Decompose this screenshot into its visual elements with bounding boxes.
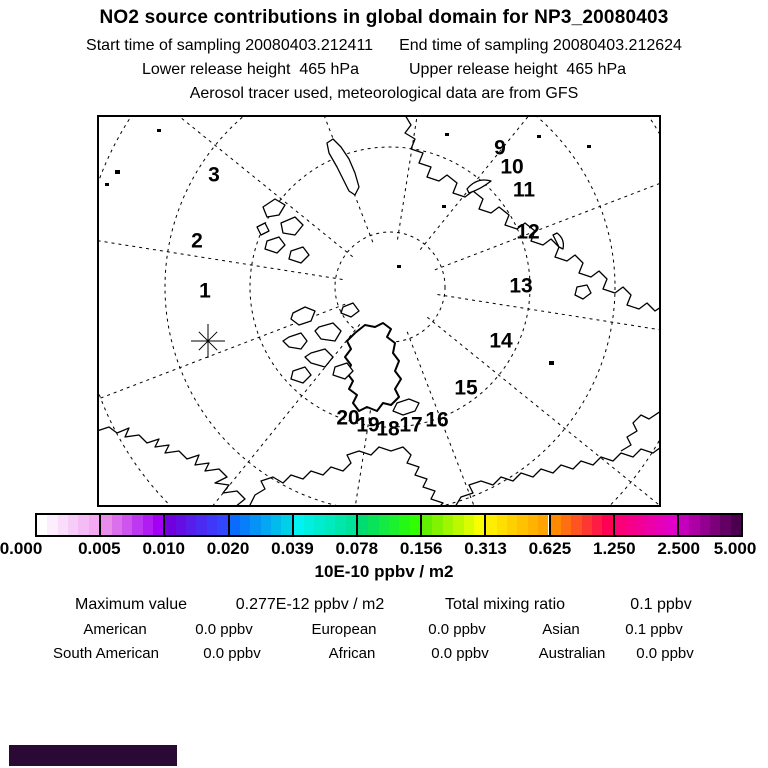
colorbar-cell <box>571 515 581 535</box>
region-value: 0.0 ppbv <box>428 621 486 638</box>
colorbar-cell <box>679 515 689 535</box>
graticule-layer <box>97 115 661 507</box>
total-ratio-label: Total mixing ratio <box>444 596 566 613</box>
colorbar-cell <box>656 515 666 535</box>
start-time-text: Start time of sampling 20080403.212411 <box>86 37 374 54</box>
colorbar-cell <box>422 515 432 535</box>
map-region-label: 3 <box>208 163 220 187</box>
colorbar-cell <box>538 515 548 535</box>
region-name: South American <box>53 645 159 662</box>
colorbar-cell <box>196 515 206 535</box>
colorbar-cell <box>474 515 484 535</box>
colorbar-cell <box>517 515 527 535</box>
colorbar-tick: 0.078 <box>335 539 379 558</box>
meridian-line <box>97 115 353 257</box>
islands <box>257 136 591 415</box>
colorbar-cell <box>304 515 314 535</box>
colorbar-tick: 0.005 <box>78 539 121 558</box>
map-region-label: 1 <box>199 279 211 303</box>
colorbar-cell <box>615 515 625 535</box>
colorbar-tick: 2.500 <box>657 539 700 558</box>
colorbar-cell <box>143 515 153 535</box>
latitude-circle <box>165 115 615 507</box>
map-region-label: 13 <box>509 274 533 298</box>
colorbar-cell <box>314 515 324 535</box>
max-value-label: Maximum value <box>74 596 188 613</box>
region-name: African <box>328 645 376 662</box>
colorbar-segment <box>101 515 165 535</box>
lower-release-text: Lower release height 465 hPa <box>141 61 359 78</box>
colorbar-segment <box>422 515 486 535</box>
sampling-time-line <box>0 37 768 55</box>
map-region-label: 19 <box>356 413 380 437</box>
colorbar-tick: 0.039 <box>271 539 314 558</box>
colorbar-cell <box>186 515 196 535</box>
colorbar-cell <box>240 515 250 535</box>
region-name: Australian <box>538 645 606 662</box>
map-region-label: 15 <box>454 376 478 400</box>
colorbar-cell <box>710 515 720 535</box>
map-region-label: 12 <box>516 220 540 244</box>
map-region-label: 2 <box>191 229 203 253</box>
colorbar-cell <box>464 515 474 535</box>
colorbar-cell <box>281 515 291 535</box>
colorbar-cell <box>399 515 409 535</box>
colorbar-tick: 0.313 <box>464 539 507 558</box>
region-value: 0.0 ppbv <box>203 645 261 662</box>
colorbar-cell <box>368 515 378 535</box>
meridian-line <box>427 317 661 507</box>
map-region-label: 18 <box>376 417 400 441</box>
colorbar-cell <box>112 515 122 535</box>
colorbar-cell <box>335 515 345 535</box>
region-name: European <box>311 621 377 638</box>
region-value: 0.0 ppbv <box>195 621 253 638</box>
polar-map <box>97 115 661 507</box>
colorbar-segment <box>615 515 679 535</box>
colorbar-segment <box>358 515 422 535</box>
region-name: American <box>83 621 147 638</box>
upper-release-text: Upper release height 465 hPa <box>409 61 627 78</box>
colorbar-cell <box>689 515 699 535</box>
colorbar-cell <box>325 515 335 535</box>
colorbar-tick: 0.000 <box>0 539 43 558</box>
bottom-dark-bar <box>9 745 177 766</box>
colorbar-cell <box>379 515 389 535</box>
colorbar-cell <box>528 515 538 535</box>
colorbar-cell <box>389 515 399 535</box>
colorbar-cell <box>47 515 57 535</box>
colorbar-cell <box>453 515 463 535</box>
colorbar-tick: 0.156 <box>399 539 443 558</box>
total-ratio-value: 0.1 ppbv <box>630 596 692 613</box>
release-marker <box>191 324 225 358</box>
colorbar-cell <box>37 515 47 535</box>
colorbar-cell <box>230 515 240 535</box>
colorbar-cell <box>261 515 271 535</box>
colorbar-cell <box>346 515 356 535</box>
release-height-line <box>0 61 768 79</box>
tracer-note-text: Aerosol tracer used, meteorological data are from GFS <box>189 85 579 102</box>
colorbar-cell <box>89 515 99 535</box>
region-name: Asian <box>542 621 580 638</box>
colorbar-cell <box>101 515 111 535</box>
colorbar-cell <box>207 515 217 535</box>
colorbar-cell <box>122 515 132 535</box>
colorbar-cell <box>153 515 163 535</box>
colorbar-cell <box>666 515 676 535</box>
region-value: 0.0 ppbv <box>431 645 489 662</box>
colorbar-cell <box>58 515 68 535</box>
colorbar-cell <box>635 515 645 535</box>
colorbar-segment <box>165 515 229 535</box>
colorbar-cell <box>443 515 453 535</box>
colorbar <box>35 513 743 537</box>
page-title: NO2 source contributions in global domain for NP3_20080403 <box>99 7 669 28</box>
map-region-label: 17 <box>399 413 423 437</box>
colorbar-cell <box>582 515 592 535</box>
map-region-label: 20 <box>336 406 360 430</box>
map-region-label: 11 <box>512 178 536 202</box>
colorbar-tick: 1.250 <box>592 539 636 558</box>
colorbar-segment <box>294 515 358 535</box>
colorbar-tick: 0.010 <box>142 539 185 558</box>
colorbar-tick: 0.020 <box>206 539 250 558</box>
meridian-line <box>97 304 345 473</box>
map-region-label: 10 <box>500 155 524 179</box>
colorbar-cell <box>551 515 561 535</box>
colorbar-segment <box>37 515 101 535</box>
meridian-line <box>97 206 343 280</box>
map-region-label: 14 <box>489 329 513 353</box>
region-value: 0.1 ppbv <box>625 621 683 638</box>
max-value-text: 0.277E-12 ppbv / m2 <box>235 596 385 613</box>
colorbar-cell <box>561 515 571 535</box>
colorbar-cell <box>507 515 517 535</box>
colorbar-cell <box>602 515 612 535</box>
colorbar-cell <box>592 515 602 535</box>
colorbar-cell <box>250 515 260 535</box>
colorbar-ticks <box>0 539 757 559</box>
colorbar-cell <box>358 515 368 535</box>
colorbar-cell <box>294 515 304 535</box>
colorbar-cell <box>731 515 741 535</box>
colorbar-segment <box>679 515 741 535</box>
colorbar-tick: 5.000 <box>713 539 757 558</box>
colorbar-cell <box>78 515 88 535</box>
colorbar-cell <box>68 515 78 535</box>
end-time-text: End time of sampling 20080403.212624 <box>399 37 682 54</box>
colorbar-segment <box>486 515 550 535</box>
colorbar-segment <box>230 515 294 535</box>
colorbar-tick: 0.625 <box>528 539 572 558</box>
map-region-label: 16 <box>425 408 449 432</box>
colorbar-cell <box>497 515 507 535</box>
colorbar-cell <box>625 515 635 535</box>
colorbar-cell <box>432 515 442 535</box>
colorbar-cell <box>165 515 175 535</box>
colorbar-cell <box>410 515 420 535</box>
tracer-note-line <box>0 85 768 103</box>
colorbar-cell <box>176 515 186 535</box>
latitude-circle <box>97 115 661 507</box>
coastlines <box>97 115 661 507</box>
greenland-coast <box>345 323 401 411</box>
colorbar-cell <box>271 515 281 535</box>
colorbar-cell <box>132 515 142 535</box>
region-value: 0.0 ppbv <box>636 645 694 662</box>
colorbar-segment <box>551 515 615 535</box>
latitude-circle <box>335 232 445 342</box>
map-region-label: 9 <box>494 136 506 160</box>
colorbar-cell <box>720 515 730 535</box>
meridian-line <box>398 115 472 240</box>
colorbar-cell <box>700 515 710 535</box>
colorbar-unit-label: 10E-10 ppbv / m2 <box>314 562 454 581</box>
colorbar-cell <box>486 515 496 535</box>
colorbar-cell <box>646 515 656 535</box>
colorbar-cell <box>217 515 227 535</box>
max-value-line <box>0 596 768 614</box>
